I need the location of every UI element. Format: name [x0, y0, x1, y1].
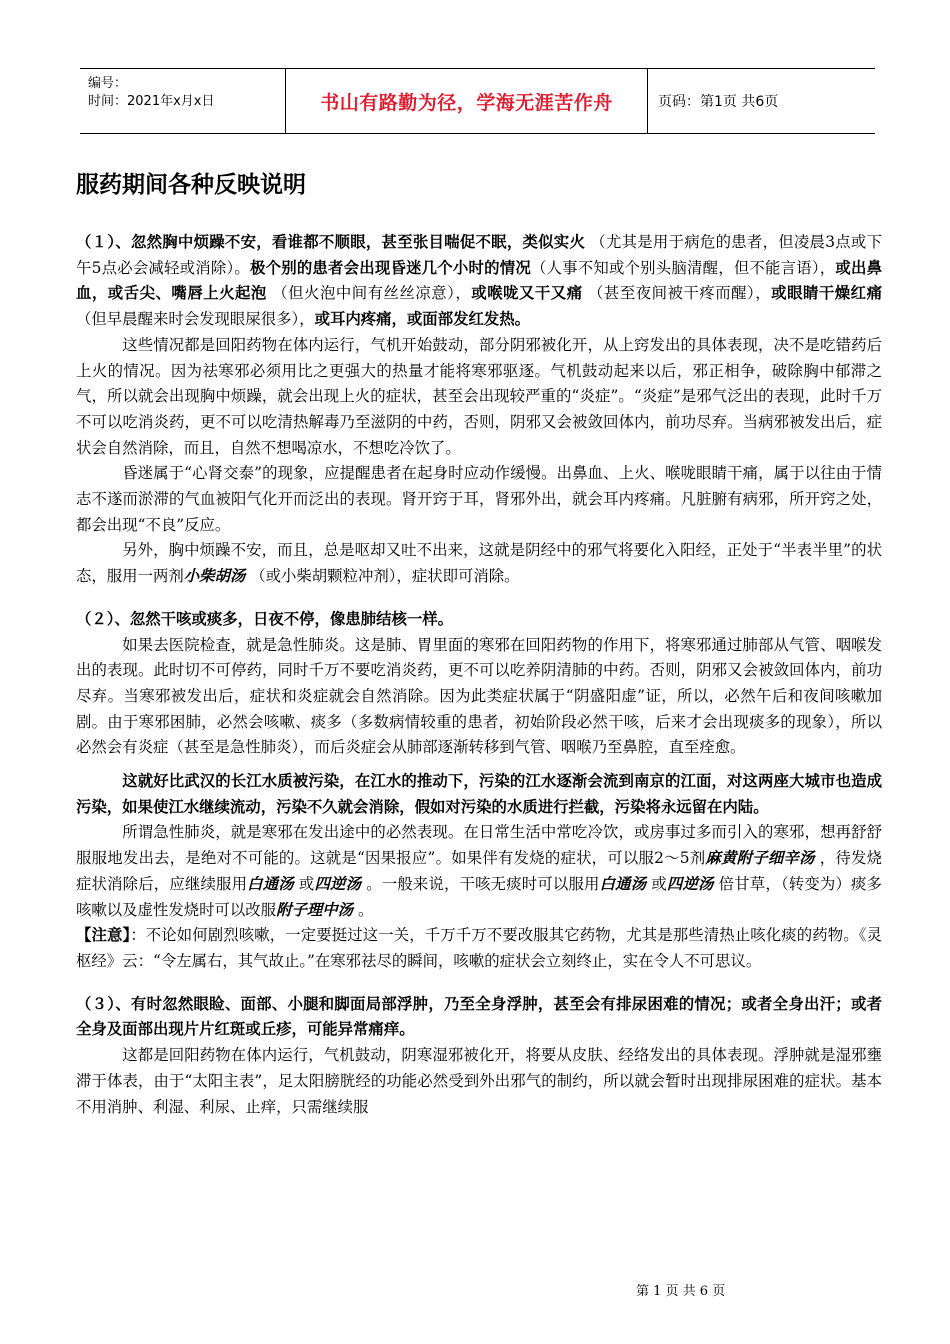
page-header [80, 68, 875, 134]
s1-text-d: （甚至夜间被干疼而醒）， [582, 284, 772, 303]
header-motto: 书山有路勤为径，学海无涯苦作舟 [286, 69, 648, 133]
s2-paragraph-2 [76, 769, 882, 820]
s1-text-e: （但早晨醒来时会发现眼屎很多）， [76, 310, 315, 329]
s3-paragraph-1: 这都是回阳药物在体内运行，气机鼓动，阴寒湿邪被化开，将要从皮肤、经络发出的具体表现。浮肿就是湿邪壅滞于体表，由于“太阳主表”，足太阳膀胱经的功能必然受到外出邪气的制约，所以就会暂时出现排尿困难的症状。基本不用消肿、利湿、利尿、止痒，只需继续服 [76, 1046, 882, 1116]
herb-name: 四逆汤 [314, 874, 362, 893]
doc-date: 时间：2021年x月x日 [88, 94, 215, 109]
paragraph-gap [76, 761, 882, 769]
s2-p3-text-e: 或 [646, 874, 667, 893]
s2-p3-text-d: 。一般来说，干咳无痰时可以服用 [361, 874, 600, 893]
herb-name: 白通汤 [247, 874, 294, 893]
header-page-info: 页码：第1页 共6页 [658, 94, 779, 110]
section-3-heading [76, 992, 882, 1043]
s2-paragraph-1: 如果去医院检查，就是急性肺炎。这是肺、胃里面的寒邪在回阳药物的作用下，将寒邪通过肺部从气管、咽喉发出的表现。此时切不可停药，同时千万不要吃消炎药，更不可以吃养阴清肺的中药。否则，阴邪又会被敛回体内，前功尽弃。当寒邪被发出后，症状和炎症就会自然消除。因为此类症状属于“阴盛阳虚”证，所以，必然午后和夜间咳嗽加剧。由于寒邪困肺，必然会咳嗽、痰多（多数病情较重的患者，初始阶段必然干咳，后来才会出现痰多的现象），所以必然会有炎症（甚至是急性肺炎），而后炎症会从肺部逐渐转移到气管、咽喉乃至鼻腔，直至痊愈。 [76, 635, 882, 757]
document-body [76, 230, 882, 1120]
s1-heading-d: 或喉咙又干又痛 [471, 284, 583, 303]
s1-paragraph-3 [76, 538, 882, 589]
page-footer: 第 1 页 共 6 页 [636, 1284, 726, 1299]
herb-name: 麻黄附子细辛汤 [705, 849, 815, 868]
s1-text-b: （人事不知或个别头脑清醒，但不能言语）， [530, 258, 836, 277]
herb-name: 白通汤 [599, 874, 647, 893]
header-meta [80, 69, 286, 133]
section-1-intro [76, 230, 882, 333]
s3-heading-text: （３）、有时忽然眼睑、面部、小腿和脚面局部浮肿，乃至全身浮肿，甚至会有排尿困难的情况；或者全身出汗；或者全身及面部出现片片红斑或丘疹，可能异常痛痒。 [76, 994, 882, 1039]
s2-p3-text-b: ，待发烧症状消除后，应继续服用 [76, 849, 882, 893]
herb-name: 附子理中汤 [276, 900, 354, 919]
s1-p3-text-a: 另外，胸中烦躁不安，而且，总是呕却又吐不出来，这就是阴经中的邪气将要化入阳经，正处于“半表半里”的状态，服用一两剂 [76, 541, 882, 586]
document-title: 服药期间各种反映说明 [76, 172, 306, 198]
s2-p2-text: 这就好比武汉的长江水质被污染，在江水的推动下，污染的江水逐渐会流到南京的江面，对这两座大城市也造成污染，如果使江水继续流动，污染不久就会消除，假如对污染的水质进行拦截，污染将永远留在内陆。 [76, 772, 882, 816]
s2-paragraph-3 [76, 820, 882, 923]
herb-name: 四逆汤 [666, 874, 714, 893]
s1-heading-e: 或眼睛干燥红痛 [771, 284, 882, 303]
doc-number-label: 编号： [88, 76, 128, 91]
herb-name: 小柴胡汤 [183, 567, 246, 586]
s1-text-c: （但火泡中间有丝丝凉意）， [266, 284, 472, 303]
s2-p3-text-f: 倍甘草，（转变为）痰多咳嗽以及虚性发烧时可以改服 [76, 874, 882, 919]
s2-p3-text-a: 所谓急性肺炎，就是寒邪在发出途中的必然表现。在日常生活中常吃冷饮，或房事过多而引入的寒邪，想再舒舒服服地发出去，是绝对不可能的。这就是“因果报应”。如果伴有发烧的症状，可以服2～5剂 [76, 823, 882, 868]
s2-p3-text-g: 。 [353, 900, 374, 919]
s1-paragraph-2: 昏迷属于“心肾交泰”的现象，应提醒患者在起身时应动作缓慢。出鼻血、上火、喉咙眼睛干痛，属于以往由于情志不遂而淤滞的气血被阳气化开而泛出的表现。肾开窍于耳，肾邪外出，就会耳内疼痛。凡脏腑有病邪，所开窍之处，都会出现“不良”反应。 [76, 464, 882, 534]
s1-heading-a: （１）、忽然胸中烦躁不安，看谁都不顺眼，甚至张目喘促不眠，类似实火 [76, 233, 586, 251]
s2-note [76, 923, 882, 974]
s1-p3-text-b: （或小柴胡颗粒冲剂），症状即可消除。 [245, 567, 520, 586]
s2-p3-text-c: 或 [293, 874, 315, 893]
section-gap [76, 975, 882, 992]
section-gap [76, 590, 882, 607]
s1-text-a: （尤其是用于病危的患者，但凌晨3点或下午5点必会减轻或消除）。 [76, 233, 882, 277]
section-2-heading [76, 607, 882, 633]
note-label: 【注意】 [76, 926, 131, 945]
s1-heading-f: 或耳内疼痛，或面部发红发热。 [314, 310, 531, 329]
s1-heading-c: 或出鼻血，或舌尖、嘴唇上火起泡 [76, 258, 882, 303]
s2-heading-text: （２）、忽然干咳或痰多，日夜不停，像患肺结核一样。 [76, 609, 454, 628]
note-text: ：不论如何剧烈咳嗽，一定要挺过这一关，千万千万不要改服其它药物，尤其是那些清热止咳化痰的药物。《灵枢经》云：“令左属右，其气故止。”在寒邪祛尽的瞬间，咳嗽的症状会立刻终止，实在令人不可思议。 [76, 926, 882, 970]
s1-paragraph-1: 这些情况都是回阳药物在体内运行，气机开始鼓动，部分阴邪被化开，从上窍发出的具体表现，决不是吃错药后上火的情况。因为祛寒邪必须用比之更强大的热量才能将寒邪驱逐。气机鼓动起来以后，邪正相争，破除胸中郁滞之气，所以就会出现胸中烦躁，就会出现上火的症状，甚至会出现较严重的“炎症”。“炎症”是邪气泛出的表现，此时千万不可以吃消炎药，更不可以吃清热解毒乃至滋阴的中药，否则，阴邪又会被敛回体内，前功尽弃。当病邪被发出后，症状会自然消除，而且，自然不想喝凉水，不想吃冷饮了。 [76, 335, 882, 457]
s1-heading-b: 极个别的患者会出现昏迷几个小时的情况 [250, 258, 531, 277]
